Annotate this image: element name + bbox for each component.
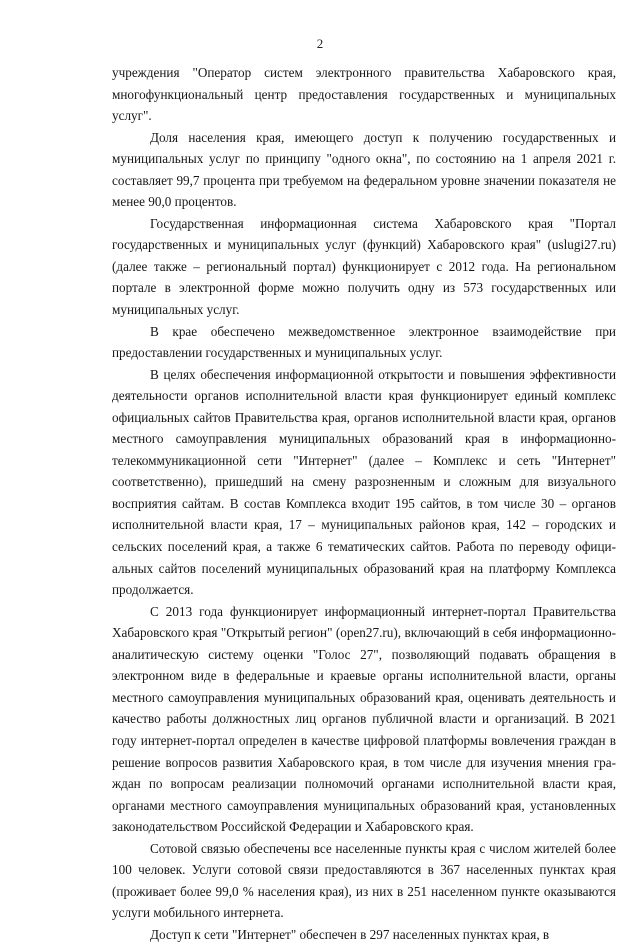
page-number: 2 xyxy=(316,36,324,51)
document-body xyxy=(112,62,616,945)
paragraph-continuation: учреждения "Оператор систем электронного правительства Хабаровского края, многофункциональный центр предоставления государственных и муниципальных услуг". xyxy=(112,65,616,124)
paragraph-official-sites-complex: В целях обеспечения информационной открытости и повышения эффективности деятельности органов исполнительной власти края функционирует единый комплекс официальных сайтов Правительства края, органов исполнительной власти края, органов местного самоуправления муниципальных образований края в информационно-телекоммуникационной сети "Интернет" (далее – Комплекс и сеть "Интернет" соответственно), пришедший на смену разрозненным и сложным для визуального восприятия сайтам. В состав Комплекса входит 195 сайтов, в том числе 30 – органов исполнительной власти края, 17 – муниципальных районов края, 142 – городских и сельских поселений края, а также 6 тематических сайтов. Работа по переводу официальных сайтов поселений муниципальных образований края на платформу Комплекса продолжается. xyxy=(112,366,616,598)
paragraph-cellular-coverage: Сотовой связью обеспечены все населенные пункты края с числом жителей более 100 человек. Услуги сотовой связи предоставляются в 367 населенных пунктах края (проживает более 99,0 % населения края), из них в 251 населенном пункте оказываются услуги мобильного интернета. xyxy=(112,840,616,921)
paragraph-internet-access: Доступ к сети "Интернет" обеспечен в 297 населенных пунктах края, в xyxy=(150,926,550,942)
paragraph-one-window-access: Доля населения края, имеющего доступ к получению государственных и муниципальных услуг по принципу "одного окна", по состоянию на 1 апреля 2021 г. составляет 99,7 процента при требуемом на федеральном уровне значении показателя не менее 90,0 процентов. xyxy=(112,129,616,210)
paragraph-open-region-portal: С 2013 года функционирует информационный интернет-портал Правительства Хабаровского края "Открытый регион" (open27.ru), включающий в себя информационно-аналитическую систему оценки "Голос 27", позволяющий подавать обращения в электронном виде в федеральные и краевые органы исполнительной власти, органы местного самоуправления муниципальных образований края, оценивать деятельность и качество работы должностных лиц органов публичной власти и организаций. В 2021 году интернет-портал определен в качестве цифровой платформы вовлечения граждан в решение вопросов развития Хабаровского края, в том числе для изучения мнения граждан по вопросам реализации полномочий органами исполнительной власти края, органами местного самоуправления муниципальных образований края, установленных законодательством Российской Федерации и Хабаровского края. xyxy=(112,603,616,835)
paragraph-regional-portal: Государственная информационная система Хабаровского края "Портал государственных и муниципальных услуг (функций) Хабаровского края" (uslugi27.ru) (далее также – региональный портал) функционирует с 2012 года. На региональном портале в электронной форме можно получить одну из 573 государственных или муниципальных услуг. xyxy=(112,215,616,318)
paragraph-interagency-interaction: В крае обеспечено межведомственное электронное взаимодействие при предоставлении государственных и муниципальных услуг. xyxy=(112,323,616,361)
